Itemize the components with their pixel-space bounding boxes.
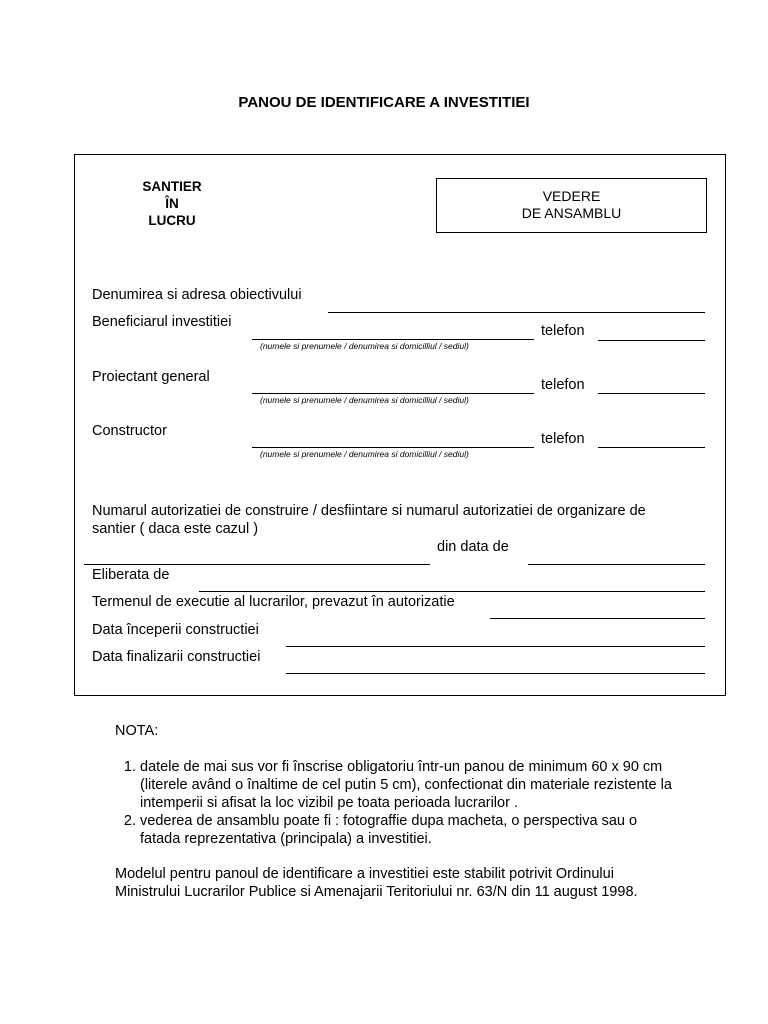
data-final-field[interactable] — [286, 673, 705, 674]
vedere-line-1: VEDERE — [542, 188, 601, 204]
santier-line-3: LUCRU — [148, 213, 196, 228]
constructor-label: Constructor — [92, 423, 167, 439]
nota-item: 1. datele de mai sus vor fi înscrise obligatoriu într-un panou de minimum 60 x 90 cm (literele având o înaltime de cel putin 5 cm), confectionat din materiale rezistente la intemperii si afisat la loc vizibil pe toata perioada lucrarilor . — [140, 758, 675, 812]
proiectant-hint: (numele si prenumele / denumirea si domicilliul / sediul) — [260, 395, 469, 405]
proiectant-label: Proiectant general — [92, 369, 210, 385]
din-data-label: din data de — [437, 539, 509, 555]
santier-line-1: SANTIER — [142, 179, 202, 194]
termen-field[interactable] — [490, 618, 705, 619]
beneficiar-field[interactable] — [252, 339, 534, 340]
vedere-ansamblu-box — [436, 178, 707, 233]
data-final-label: Data finalizarii constructiei — [92, 649, 261, 665]
identification-panel — [74, 154, 726, 696]
eliberata-field[interactable] — [199, 591, 705, 592]
beneficiar-label: Beneficiarul investitiei — [92, 314, 232, 330]
constructor-hint: (numele si prenumele / denumirea si domicilliul / sediul) — [260, 449, 469, 459]
nota-section — [115, 722, 675, 901]
autorizatie-label-line-2: santier ( daca este cazul ) — [92, 521, 259, 537]
santier-label — [125, 178, 219, 229]
page-title: PANOU DE IDENTIFICARE A INVESTITIEI — [238, 94, 530, 111]
proiectant-telefon-label: telefon — [541, 377, 585, 393]
autorizatie-label-line-1: Numarul autorizatiei de construire / desfiintare si numarul autorizatiei de organizare de — [92, 503, 646, 519]
beneficiar-hint: (numele si prenumele / denumirea si domicilliul / sediul) — [260, 341, 469, 351]
termen-label: Termenul de executie al lucrarilor, prevazut în autorizatie — [92, 594, 455, 610]
santier-line-2: ÎN — [165, 196, 179, 211]
data-inceput-label: Data începerii constructiei — [92, 622, 259, 638]
denumire-field[interactable] — [328, 312, 705, 313]
constructor-telefon-field[interactable] — [598, 447, 705, 448]
eliberata-label: Eliberata de — [92, 567, 170, 583]
autorizatie-numar-field[interactable] — [84, 564, 430, 565]
vedere-line-2: DE ANSAMBLU — [521, 205, 622, 221]
footer-note: Modelul pentru panoul de identificare a investitiei este stabilit potrivit Ordinului Ministrului Lucrarilor Publice si Amenajarii Teritoriului nr. 63/N din 11 august 1998. — [115, 866, 638, 900]
nota-title: NOTA: — [115, 723, 159, 739]
data-inceput-field[interactable] — [286, 646, 705, 647]
nota-item: 2. vederea de ansamblu poate fi : fotograffie dupa macheta, o perspectiva sau o fatada reprezentativa (principala) a investitiei. — [140, 812, 675, 848]
din-data-field[interactable] — [528, 564, 705, 565]
proiectant-telefon-field[interactable] — [598, 393, 705, 394]
proiectant-field[interactable] — [252, 393, 534, 394]
constructor-telefon-label: telefon — [541, 431, 585, 447]
beneficiar-telefon-field[interactable] — [598, 340, 705, 341]
denumire-label: Denumirea si adresa obiectivului — [92, 287, 302, 303]
nota-list — [115, 758, 675, 848]
constructor-field[interactable] — [252, 447, 534, 448]
beneficiar-telefon-label: telefon — [541, 323, 585, 339]
